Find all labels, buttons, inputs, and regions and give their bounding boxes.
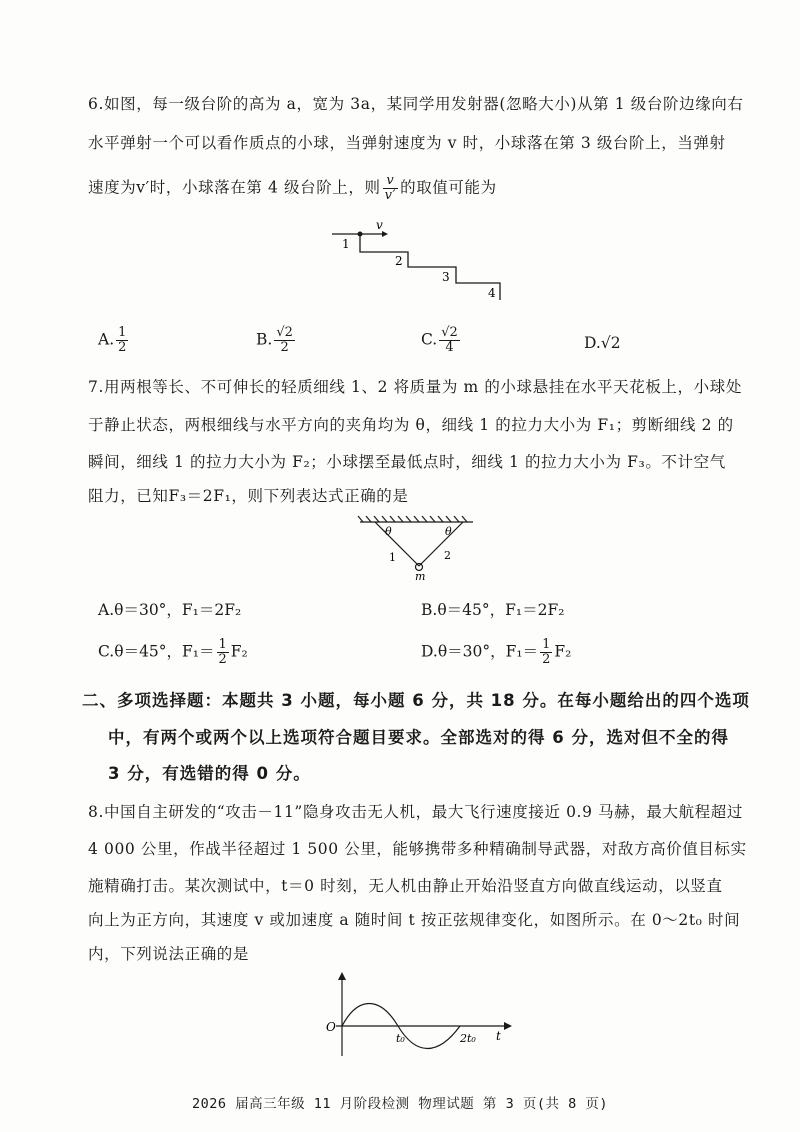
q6-fig-step-3: 3 xyxy=(442,270,450,284)
page-footer: 2026 届高三年级 11 月阶段检测 物理试题 第 3 页(共 8 页) xyxy=(192,1096,608,1112)
q6-ratio-den: v′ xyxy=(384,188,397,203)
q6-stairs-figure xyxy=(320,218,520,308)
q6-fig-step-2: 2 xyxy=(395,254,403,268)
q6-text-line2: 水平弹射一个可以看作质点的小球，当弹射速度为 v 时，小球落在第 3 级台阶上，当弹射 xyxy=(88,134,726,152)
q6-line3-post: 的取值可能为 xyxy=(400,178,497,197)
q6-fig-velocity: v xyxy=(376,218,383,232)
section2-heading-line1: 二、多项选择题：本题共 3 小题，每小题 6 分，共 18 分。在每小题给出的四个选项 xyxy=(82,691,750,710)
q7-fig-mass: m xyxy=(415,570,426,582)
q6-option-c: C. $\frac{√2}{4}$ xyxy=(421,325,458,355)
q6-text-line3 xyxy=(88,174,497,203)
q8-fig-2t0: 2t₀ xyxy=(460,1032,476,1045)
q7-option-b: B.θ＝45°，F₁＝2F₂ xyxy=(421,601,565,619)
q6-text-line1: 6.如图，每一级台阶的高为 a，宽为 3a，某同学用发射器(忽略大小)从第 1 级台阶边缘向右 xyxy=(88,95,744,113)
q7-fig-string-1: 1 xyxy=(389,551,396,564)
q6-line3-pre: 速度为v′时，小球落在第 4 级台阶上，则 xyxy=(88,178,381,197)
q6-fig-step-4: 4 xyxy=(488,286,496,300)
q7-text-line2: 于静止状态，两根细线与水平方向的夹角均为 θ，细线 1 的拉力大小为 F₁；剪断细线 2 的 xyxy=(88,416,734,434)
q8-fig-origin: O xyxy=(326,1020,336,1034)
q7-option-d: D.θ＝30°，F₁＝ $\frac{1}{2}$ F₂ xyxy=(421,637,572,667)
q7-text-line1: 7.用两根等长、不可伸长的轻质细线 1、2 将质量为 m 的小球悬挂在水平天花板上，小球处 xyxy=(88,378,742,396)
q8-text-line3: 施精确打击。某次测试中，t＝0 时刻，无人机由静止开始沿竖直方向做直线运动，以竖直 xyxy=(88,877,723,895)
q8-sine-graph xyxy=(318,970,518,1060)
q8-text-line1: 8.中国自主研发的“攻击－11”隐身攻击无人机，最大飞行速度接近 0.9 马赫，最大航程超过 xyxy=(88,803,743,821)
q7-text-line4: 阻力，已知F₃＝2F₁，则下列表达式正确的是 xyxy=(88,487,409,505)
q7-fig-theta-left: θ xyxy=(385,525,392,538)
q7-option-a: A.θ＝30°，F₁＝2F₂ xyxy=(98,601,242,619)
section2-heading-line2: 中，有两个或两个以上选项符合题目要求。全部选对的得 6 分，选对但不全的得 xyxy=(108,728,729,747)
q7-option-c: C.θ＝45°，F₁＝ $\frac{1}{2}$ F₂ xyxy=(98,637,248,667)
q7-fig-string-2: 2 xyxy=(444,549,451,562)
q8-text-line5: 内，下列说法正确的是 xyxy=(88,945,250,963)
q6-option-a: A. $\frac{1}{2}$ xyxy=(98,325,127,355)
q7-text-line3: 瞬间，细线 1 的拉力大小为 F₂；小球摆至最低点时，细线 1 的拉力大小为 F₃。不计空气 xyxy=(88,453,726,471)
q6-option-b: B. $\frac{√2}{2}$ xyxy=(256,325,293,355)
q7-pendulum-figure xyxy=(355,514,485,582)
q8-text-line2: 4 000 公里，作战半径超过 1 500 公里，能够携带多种精确制导武器，对敌方高价值目标实 xyxy=(88,840,747,858)
q6-option-d: D.√2 xyxy=(584,334,621,352)
q6-fig-step-1: 1 xyxy=(342,237,350,251)
q8-fig-t0: t₀ xyxy=(396,1032,405,1045)
q8-text-line4: 向上为正方向，其速度 v 或加速度 a 随时间 t 按正弦规律变化，如图所示。在 0～2t₀ 时间 xyxy=(88,911,741,929)
q6-ratio-fraction xyxy=(383,174,399,203)
q8-fig-t-axis: t xyxy=(496,1029,501,1043)
q7-fig-theta-right: θ xyxy=(445,525,452,538)
q6-ratio-num: v xyxy=(383,174,399,189)
section2-heading-line3: 3 分，有选错的得 0 分。 xyxy=(108,764,311,783)
